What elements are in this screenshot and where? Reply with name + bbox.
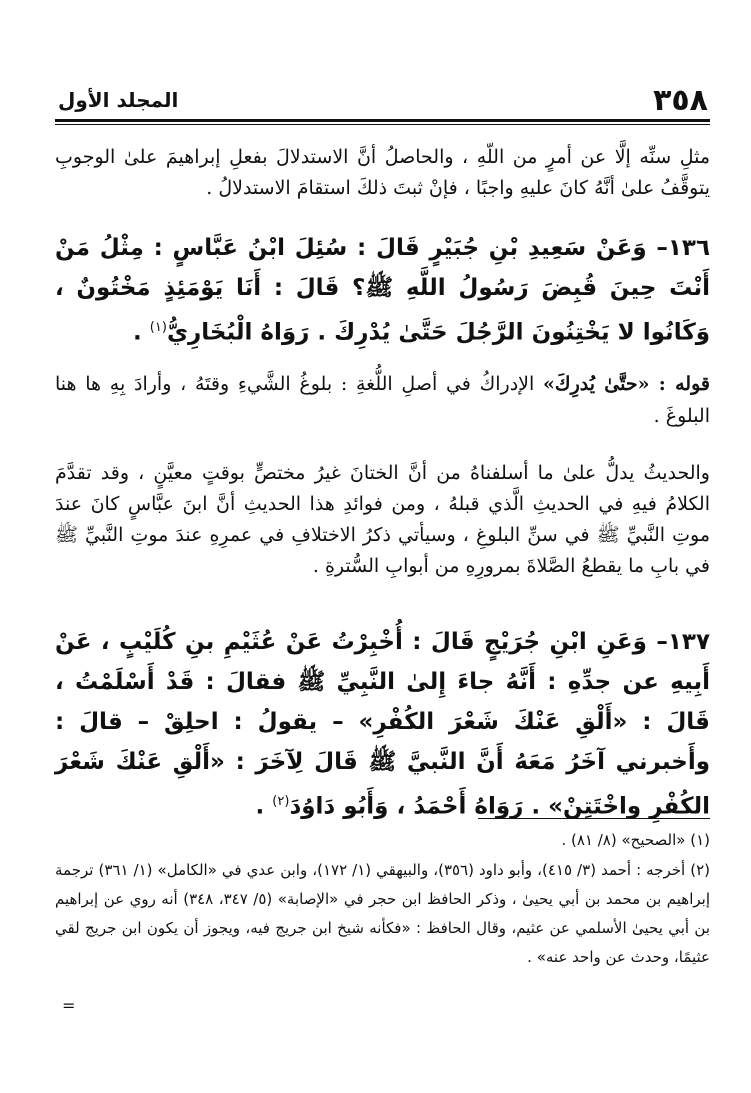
commentary-qawl [55,368,710,432]
hadith-end: . [133,319,150,346]
header-rule-thick [55,119,710,122]
footnote-marker: (١) [149,320,167,335]
footnote-1: (١) «الصحيح» (٨/ ٨١) . [561,831,710,849]
hadith-137 [55,622,710,827]
paragraph-hadith-discussion: والحديثُ يدلُّ علىٰ ما أسلفناهُ من أنَّ الختانَ غيرُ مختصٍّ بوقتٍ معيَّنٍ ، وقد تقدَّمَ الكلامُ فيهِ في الحديثِ الَّذي قبلهُ ، ومن فوائدِ هذا الحديثِ أنَّ ابنَ عبَّاسٍ كانَ عندَ موتِ النَّبيِّ ﷺ في سنِّ البلوغِ ، وسيأتي ذكرُ الاختلافِ في عمرِهِ عندَ موتِ النَّبيِّ ﷺ في بابِ ما يقطعُ الصَّلاةَ بمرورِهِ من أبوابِ السُّترةِ . [55,462,710,577]
hadith-text: – وَعَنْ سَعِيدِ بْنِ جُبَيْرٍ قَالَ : سُئِلَ ابْنُ عَبَّاسٍ : مِثْلُ مَنْ أَنْتَ حِينَ قُبِضَ رَسُولُ اللَّهِ ﷺ؟ قَالَ : أَنَا يَوْمَئِذٍ مَخْتُونٌ ، وَكَانُوا لا يَخْتِنُونَ الرَّجُلَ حَتَّىٰ يُدْرِكَ . رَوَاهُ الْبُخَارِيُّ [55,235,710,346]
hadith-number: ١٣٦ [667,235,710,261]
paragraph-intro: مثلِ سنِّه إلَّا عن أمرٍ من اللّهِ ، والحاصلُ أنَّ الاستدلالَ بفعلِ إبراهيمَ علىٰ الوجوبِ يتوقَّفُ علىٰ أنَّهُ كانَ عليهِ واجبًا ، فإنْ ثبتَ ذلكَ استقامَ الاستدلالُ . [55,146,710,199]
footnote-2: (٢) أخرجه : أحمد (٣/ ٤١٥)، وأبو داود (٣٥٦)، والبيهقي (١/ ١٧٢)، وابن عدي في «الكامل» (١/ ٣٦١) ترجمة إبراهيم بن محمد بن أبي يحيىٰ ، وذكر الحافظ ابن حجر في «الإصابة» (٥/ ٣٤٧، ٣٤٨) أنه روي عن إبراهيم بن أبي يحيىٰ الأسلمي عن عثيم، وقال الحافظ : «فكأنه شيخ ابن جريج فيه، ويجوز أن يكون ابن جريج لقي عثيمًا، وحدث عن واحد عنه» . [55,861,711,966]
commentary-text: الإدراكُ في أصلِ اللُّغةِ : بلوغُ الشَّيءِ وقتَهُ ، وأرادَ بِهِ ها هنا البلوغَ . [55,373,710,427]
volume-title: المجلد الأول [58,88,179,112]
hadith-text: – وَعَنِ ابْنِ جُرَيْجٍ قَالَ : أُخْبِرْتُ عَنْ عُثَيْمِ بنِ كُلَيْبٍ ، عَنْ أَبِيهِ عن جدِّهِ : أَنَّهُ جاءَ إِلىٰ النَّبِيِّ ﷺ فقالَ : قَدْ أَسْلَمْتُ ، قَالَ : «أَلْقِ عَنْكَ شَعْرَ الكُفْرِ» – يقولُ : احلِقْ – قالَ : وأَخبرني آخَرُ مَعَهُ أَنَّ النَّبيَّ ﷺ قَالَ لِآخَرَ : «أَلْقِ عَنْكَ شَعْرَ الكُفْرِ واخْتَتِنْ» . رَوَاهُ أَحْمَدُ ، وَأَبُو دَاوُدَ [55,629,710,820]
hadith-number: ١٣٧ [667,629,710,655]
footnote-marker: (٢) [272,794,290,809]
footnote-separator [478,818,710,819]
hadith-end: . [255,793,273,820]
header-rule-thin [55,124,710,125]
page-number: ٣٥٨ [653,82,708,118]
continuation-mark: = [62,996,76,1015]
hadith-136 [55,228,710,353]
commentary-label: قوله : «حتَّىٰ يُدرِكَ» [543,373,710,395]
page-header [58,80,708,120]
